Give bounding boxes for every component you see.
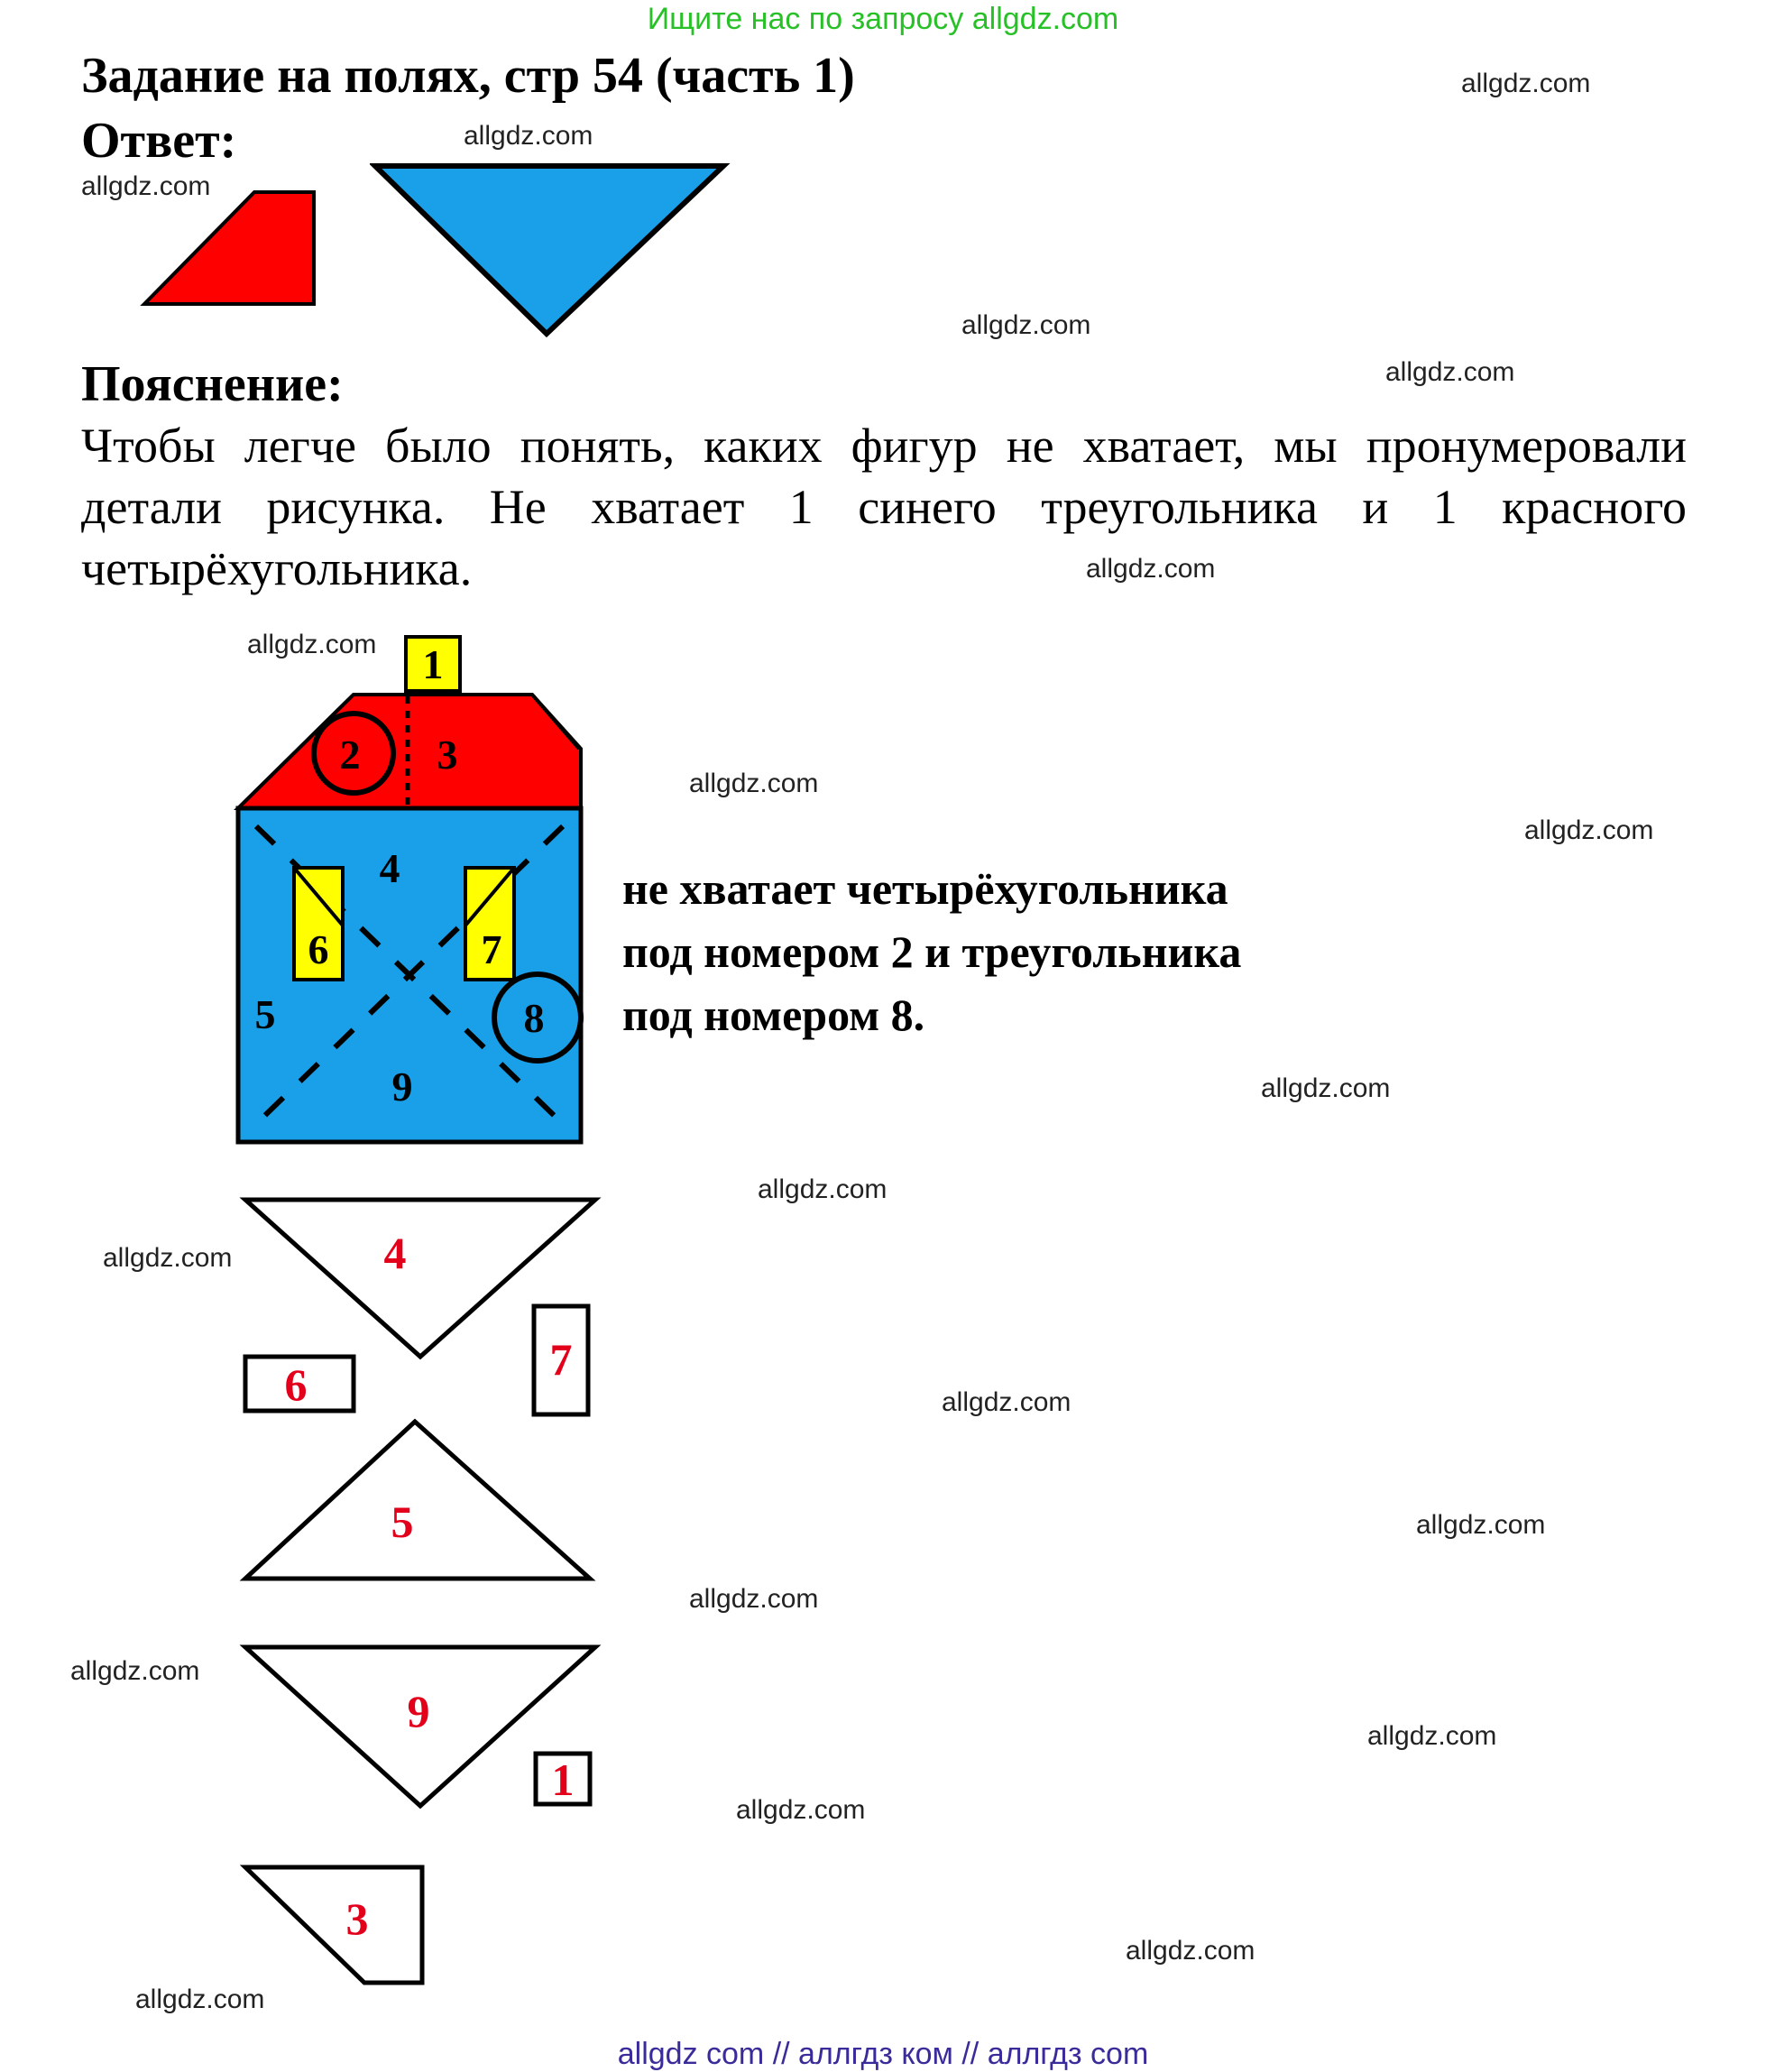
house-label-2: 2 bbox=[339, 732, 361, 778]
watermark: allgdz.com bbox=[1126, 1936, 1256, 1966]
piece-label-5: 5 bbox=[391, 1496, 414, 1547]
watermark: allgdz.com bbox=[464, 121, 593, 151]
house-label-8: 8 bbox=[523, 995, 545, 1041]
watermark: allgdz.com bbox=[736, 1795, 866, 1825]
piece-5 bbox=[245, 1422, 590, 1579]
house-label-3: 3 bbox=[437, 732, 458, 778]
watermark: allgdz.com bbox=[70, 1656, 200, 1686]
explanation-heading: Пояснение: bbox=[81, 356, 344, 412]
missing-pieces-note bbox=[622, 857, 1241, 1046]
explanation-text: Чтобы легче было понять, каких фигур не хватает, мы пронумеровали детали рисунка. Не хватает 1 синего треугольника и 1 красного четырёхугольника. bbox=[81, 419, 1687, 595]
piece-label-1: 1 bbox=[551, 1754, 575, 1805]
note-line-1: не хватает четырёхугольника bbox=[622, 863, 1228, 914]
note-line-3: под номером 8. bbox=[622, 990, 925, 1040]
piece-label-4: 4 bbox=[383, 1228, 407, 1278]
watermark: allgdz.com bbox=[1086, 554, 1216, 584]
watermark: allgdz.com bbox=[689, 1584, 819, 1614]
answer-red-quadrilateral bbox=[135, 185, 325, 311]
watermark: allgdz.com bbox=[81, 171, 211, 201]
watermark: allgdz.com bbox=[1416, 1510, 1546, 1540]
answer-blue-triangle bbox=[370, 161, 731, 341]
search-banner[interactable]: Ищите нас по запросу allgdz.com bbox=[647, 2, 1119, 36]
task-title: Задание на полях, стр 54 (часть 1) bbox=[81, 48, 855, 104]
watermark: allgdz.com bbox=[1261, 1073, 1391, 1103]
answer-heading: Ответ: bbox=[81, 113, 237, 169]
piece-label-7: 7 bbox=[549, 1334, 573, 1385]
piece-label-9: 9 bbox=[407, 1686, 430, 1736]
house-label-5: 5 bbox=[254, 991, 276, 1037]
piece-3 bbox=[245, 1867, 422, 1983]
house-label-4: 4 bbox=[379, 845, 400, 891]
watermark: allgdz.com bbox=[1367, 1721, 1497, 1751]
watermark: allgdz.com bbox=[689, 769, 819, 798]
piece-label-6: 6 bbox=[284, 1359, 308, 1410]
watermark: allgdz.com bbox=[961, 310, 1091, 340]
house-figure bbox=[225, 631, 604, 1155]
house-label-9: 9 bbox=[391, 1064, 413, 1110]
note-line-2: под номером 2 и треугольника bbox=[622, 926, 1242, 977]
loose-pieces bbox=[236, 1189, 615, 2019]
watermark: allgdz.com bbox=[135, 1985, 265, 2014]
watermark: allgdz.com bbox=[247, 630, 377, 659]
watermark: allgdz.com bbox=[758, 1174, 888, 1204]
watermark: allgdz.com bbox=[1524, 815, 1654, 845]
house-label-7: 7 bbox=[481, 926, 502, 972]
watermark: allgdz.com bbox=[1385, 357, 1515, 387]
watermark: allgdz.com bbox=[1461, 69, 1591, 98]
house-label-6: 6 bbox=[308, 926, 329, 972]
watermark: allgdz.com bbox=[103, 1243, 233, 1273]
footer-links[interactable]: allgdz com // аллгдз ком // аллгдз com bbox=[617, 2037, 1149, 2071]
watermark: allgdz.com bbox=[942, 1387, 1072, 1417]
piece-label-3: 3 bbox=[345, 1893, 369, 1944]
house-label-1: 1 bbox=[422, 641, 444, 687]
